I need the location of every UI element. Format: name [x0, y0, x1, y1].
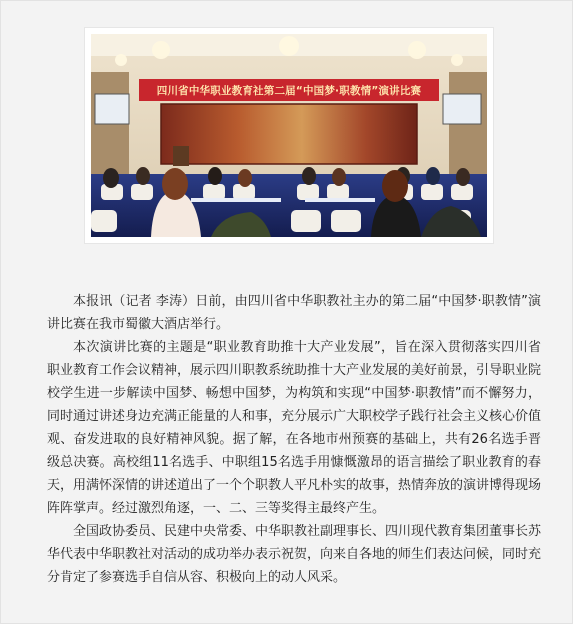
photo-frame [84, 27, 494, 244]
article-paragraph-1: 本报讯（记者 李涛）日前，由四川省中华职教社主办的第二届“中国梦·职教情”演讲比赛在我市蜀徽大酒店举行。 [47, 294, 541, 332]
event-photo [91, 34, 487, 237]
article-body [47, 290, 541, 589]
article-paragraph-2: 本次演讲比赛的主题是“职业教育助推十大产业发展”，旨在深入贯彻落实四川省职业教育工作会议精神，展示四川职教系统助推十大产业发展的美好前景，引导职业院校学生进一步解读中国梦、畅想中国梦，为构筑和实现“中国梦·职教情”而不懈努力，同时通过讲述身边充满正能量的人和事，充分展示广大职校学子践行社会主义核心价值观、奋发进取的良好精神风貌。据了解，在各地市州预赛的基础上，共有26名选手晋级总决赛。高校组11名选手、中职组15名选手用慷慨激昂的语言描绘了职业教育的春天，用满怀深情的讲述道出了一个个职教人平凡朴实的故事，热情奔放的演讲博得现场阵阵掌声。经过激烈角逐，一、二、三等奖得主最终产生。 [47, 340, 542, 516]
event-photo-illustration [91, 34, 487, 237]
photo-banner-text: 四川省中华职业教育社第二届“中国梦·职教情”演讲比赛 [156, 85, 422, 97]
article-paragraph-3: 全国政协委员、民建中央常委、中华职教社副理事长、四川现代教育集团董事长苏华代表中华职教社对活动的成功举办表示祝贺，向来自各地的师生们表达问候，同时充分肯定了参赛选手自信从容、积极向上的动人风采。 [47, 524, 542, 585]
